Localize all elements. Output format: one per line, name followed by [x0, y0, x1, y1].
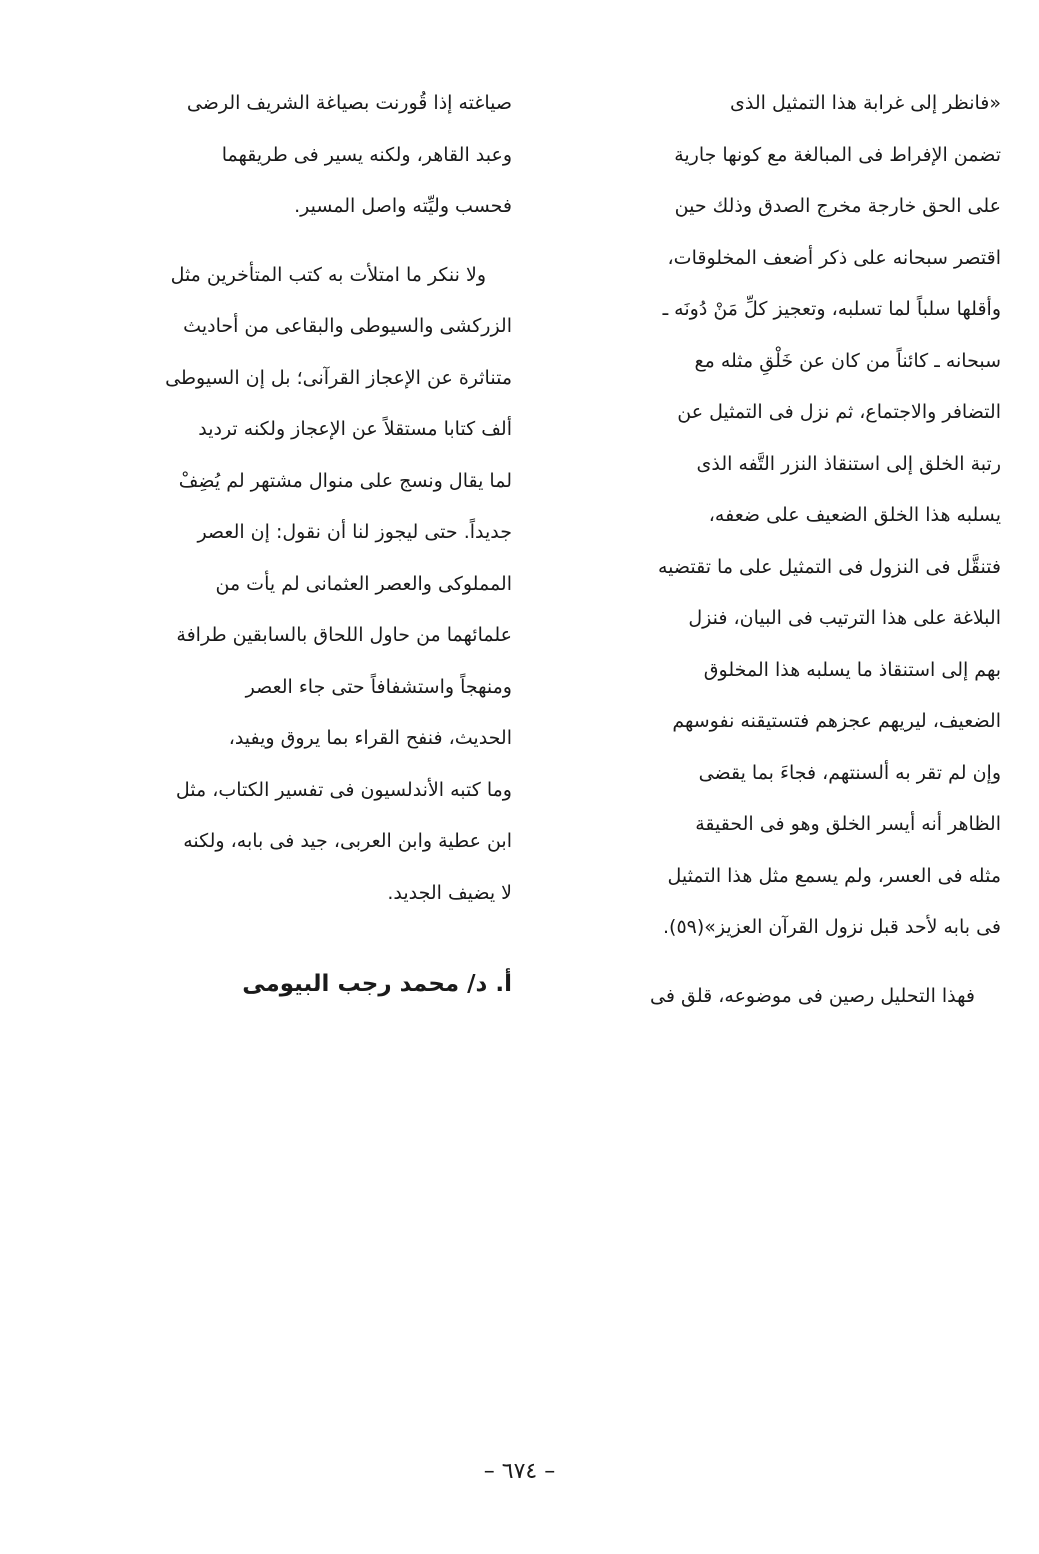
- text-line: ألف كتابا مستقلاً عن الإعجاز ولكنه ترديد: [198, 418, 512, 440]
- text-line: التضافر والاجتماع، ثم نزل فى التمثيل عن: [677, 401, 1001, 423]
- later-scholars-paragraph: [80, 250, 512, 920]
- author-signature: أ. د/ محمد رجب البيومى: [242, 971, 512, 997]
- paragraph-gap: [573, 954, 1001, 971]
- text-line: ابن عطية وابن العربى، جيد فى بابه، ولكنه: [183, 830, 512, 852]
- text-line: لما يقال ونسج على منوال مشتهر لم يُضِفْ: [178, 469, 512, 492]
- right-column: [573, 78, 1001, 1022]
- text-line: الحديث، فنفح القراء بما يروق ويفيد،: [228, 727, 512, 749]
- continuation-paragraph: [80, 78, 512, 233]
- text-line: ومنهجاً واستشفافاً حتى جاء العصر: [245, 675, 512, 698]
- text-line: فتنقَّل فى النزول فى التمثيل على ما تقتضيه: [657, 555, 1001, 578]
- text-line: صياغته إذا قُورنت بصياغة الشريف الرضى: [186, 92, 512, 114]
- text-line: المملوكى والعصر العثمانى لم يأت من: [215, 572, 512, 595]
- page-number: – ٦٧٤ –: [483, 1459, 556, 1484]
- text-line: فى بابه لأحد قبل نزول القرآن العزيز»(٥٩).: [662, 916, 1001, 938]
- text-line: «فانظر إلى غرابة هذا التمثيل الذى: [730, 92, 1001, 114]
- text-line: فحسب وليِّته واصل المسير.: [294, 195, 512, 217]
- text-line: متناثرة عن الإعجاز القرآنى؛ بل إن السيوطى: [165, 366, 512, 389]
- text-line: يسلبه هذا الخلق الضعيف على ضعفه،: [708, 504, 1001, 526]
- text-line: وأقلها سلباً لما تسلبه، وتعجيز كلِّ مَنْ دُونَه ـ: [662, 298, 1001, 320]
- left-column: [80, 78, 512, 919]
- text-line: الضعيف، ليريهم عجزهم فتستيقنه نفوسهم: [672, 710, 1001, 732]
- text-line: جديداً. حتى ليجوز لنا أن نقول: إن العصر: [197, 521, 512, 543]
- text-line: ولا ننكر ما امتلأت به كتب المتأخرين مثل: [170, 263, 486, 286]
- quote-paragraph: [573, 78, 1001, 954]
- text-line: وعبد القاهر، ولكنه يسير فى طريقهما: [221, 143, 512, 166]
- text-line: وإن لم تقر به ألسنتهم، فجاءَ بما يقضى: [698, 761, 1001, 784]
- text-line: على الحق خارجة مخرج الصدق وذلك حين: [674, 195, 1001, 217]
- text-line: اقتصر سبحانه على ذكر أضعف المخلوقات،: [667, 246, 1001, 269]
- text-line: علمائهما من حاول اللحاق بالسابقين طرافة: [176, 624, 512, 646]
- text-line: الزركشى والسيوطى والبقاعى من أحاديث: [183, 315, 512, 337]
- text-line: رتبة الخلق إلى استنقاذ النزر التَّفه الذى: [696, 452, 1001, 475]
- text-line: وما كتبه الأندلسيون فى تفسير الكتاب، مثل: [175, 778, 512, 801]
- text-line: سبحانه ـ كائناً من كان عن خَلْقِ مثله مع: [694, 349, 1001, 372]
- text-line: تضمن الإفراط فى المبالغة مع كونها جارية: [674, 143, 1001, 166]
- text-line: مثله فى العسر، ولم يسمع مثل هذا التمثيل: [667, 864, 1001, 887]
- text-line: فهذا التحليل رصين فى موضوعه، قلق فى: [650, 984, 975, 1007]
- text-line: لا يضيف الجديد.: [387, 881, 512, 904]
- text-line: البلاغة على هذا الترتيب فى البيان، فنزل: [688, 607, 1001, 629]
- analysis-paragraph: [573, 971, 1001, 1023]
- paragraph-gap: [80, 233, 512, 250]
- text-line: بهم إلى استنقاذ ما يسلبه هذا المخلوق: [703, 658, 1001, 681]
- text-line: الظاهر أنه أيسر الخلق وهو فى الحقيقة: [695, 813, 1001, 835]
